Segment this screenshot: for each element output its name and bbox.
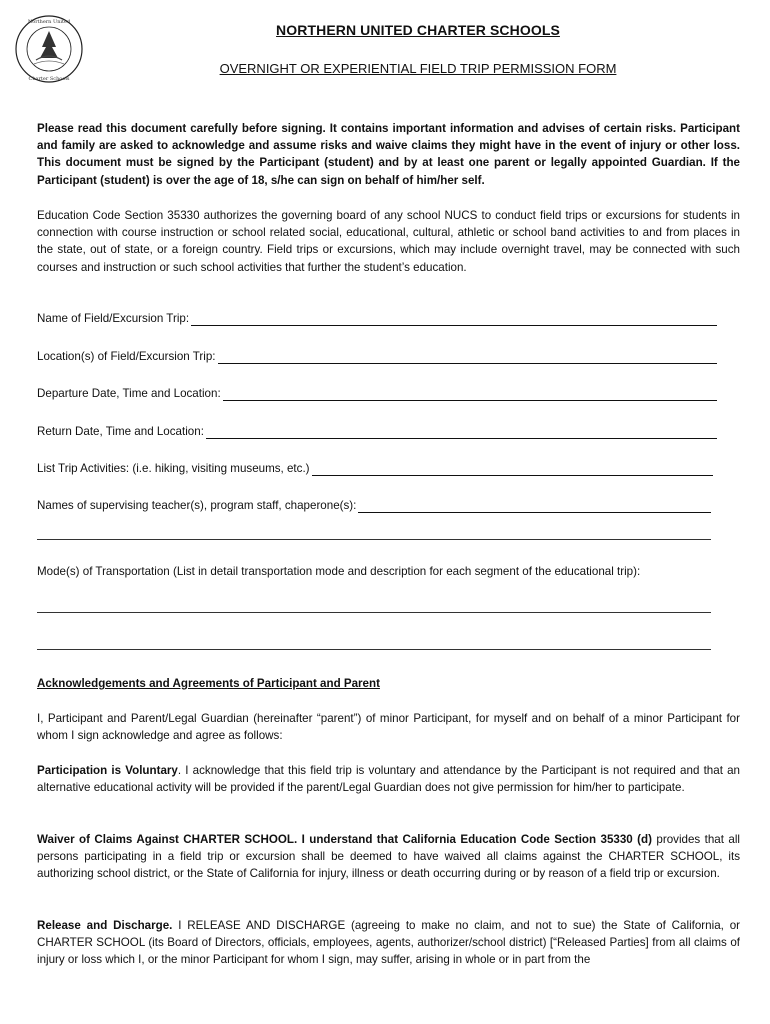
locations-label: Location(s) of Field/Excursion Trip: <box>37 350 216 363</box>
transportation-line-1[interactable] <box>37 612 711 613</box>
waiver-text: provides that all persons participating in a field trip or excursion shall be deemed to have waived all claims against the CHARTER SCHOOL, its authorizing school district, or the State of California for injury, illness or death occurring during or by reason of a field trip or excursion. <box>37 833 740 881</box>
transportation-line-2[interactable] <box>37 649 711 650</box>
locations-field[interactable] <box>37 349 717 364</box>
release-text: I RELEASE AND DISCHARGE (agreeing to make no claim, and not to sue) the State of California, or CHARTER SCHOOL (its Board of Directors, officials, employees, agents, authorizer/school district) [“Released Parties] from all claims of injury or loss which I, or the minor Participant for whom I sign, may suffer, arising in whole or in part from the <box>37 919 741 967</box>
trip-name-label: Name of Field/Excursion Trip: <box>37 312 190 325</box>
transportation-label: Mode(s) of Transportation (List in detail transportation mode and description for each segment of the educational trip): <box>37 565 641 578</box>
departure-line[interactable] <box>223 389 717 401</box>
voluntary-text: . I acknowledge that this field trip is voluntary and attendance by the Participant is not required and that an alternative educational activity will be provided if the parent/Legal Guardian does not give permission for him/her to participate. <box>37 764 740 795</box>
activities-line[interactable] <box>312 464 713 476</box>
supervisors-line[interactable] <box>358 501 711 513</box>
return-line[interactable] <box>206 427 717 439</box>
return-label: Return Date, Time and Location: <box>37 425 204 438</box>
school-title: NORTHERN UNITED CHARTER SCHOOLS <box>276 22 560 38</box>
acknowledgements-heading: Acknowledgements and Agreements of Participant and Parent <box>37 677 380 690</box>
locations-line[interactable] <box>218 352 718 364</box>
voluntary-title: Participation is Voluntary <box>37 764 178 777</box>
return-field[interactable] <box>37 424 717 439</box>
waiver-title: Waiver of Claims Against CHARTER SCHOOL. I understand that California Education Code Section 35330 (d) <box>37 833 652 846</box>
supervisors-field[interactable] <box>37 498 711 513</box>
trip-name-line[interactable] <box>191 314 717 326</box>
activities-field[interactable] <box>37 461 713 476</box>
acknowledgements-intro: I, Participant and Parent/Legal Guardian (hereinafter “parent”) of minor Participant, for myself and on behalf of a minor Participant for whom I sign acknowledge and agree as follows: <box>37 712 740 743</box>
svg-text:Charter Schools: Charter Schools <box>28 76 70 82</box>
trip-name-field[interactable] <box>37 311 717 326</box>
release-title: Release and Discharge. <box>37 919 173 932</box>
waiver-paragraph <box>37 831 740 883</box>
intro-warning: Please read this document carefully before signing. It contains important information and advises of certain risks. Participant and family are asked to acknowledge and assume risks and waive claims they might have in the event of injury or other loss. This document must be signed by the Participant (student) and by at least one parent or legally appointed Guardian. If the Participant (student) is over the age of 18, s/he can sign on behalf of him/her self. <box>37 122 740 187</box>
voluntary-paragraph <box>37 762 740 796</box>
supervisors-extra-line[interactable] <box>37 539 711 540</box>
form-title: OVERNIGHT OR EXPERIENTIAL FIELD TRIP PERMISSION FORM <box>219 61 617 76</box>
supervisors-label: Names of supervising teacher(s), program staff, chaperone(s): <box>37 499 357 512</box>
education-code-paragraph: Education Code Section 35330 authorizes the governing board of any school NUCS to conduct field trips or excursions for students in connection with course instruction or school related social, educational, cultural, athletic or school band activities to and from places in the state, out of state, or a foreign country. Field trips or excursions, which may include overnight travel, may be connected with such courses and instruction or such school activities that further the student’s education. <box>37 209 740 274</box>
activities-label: List Trip Activities: (i.e. hiking, visiting museums, etc.) <box>37 462 310 475</box>
departure-field[interactable] <box>37 386 717 401</box>
release-paragraph <box>37 917 740 969</box>
departure-label: Departure Date, Time and Location: <box>37 387 221 400</box>
svg-text:Northern United: Northern United <box>27 19 71 25</box>
